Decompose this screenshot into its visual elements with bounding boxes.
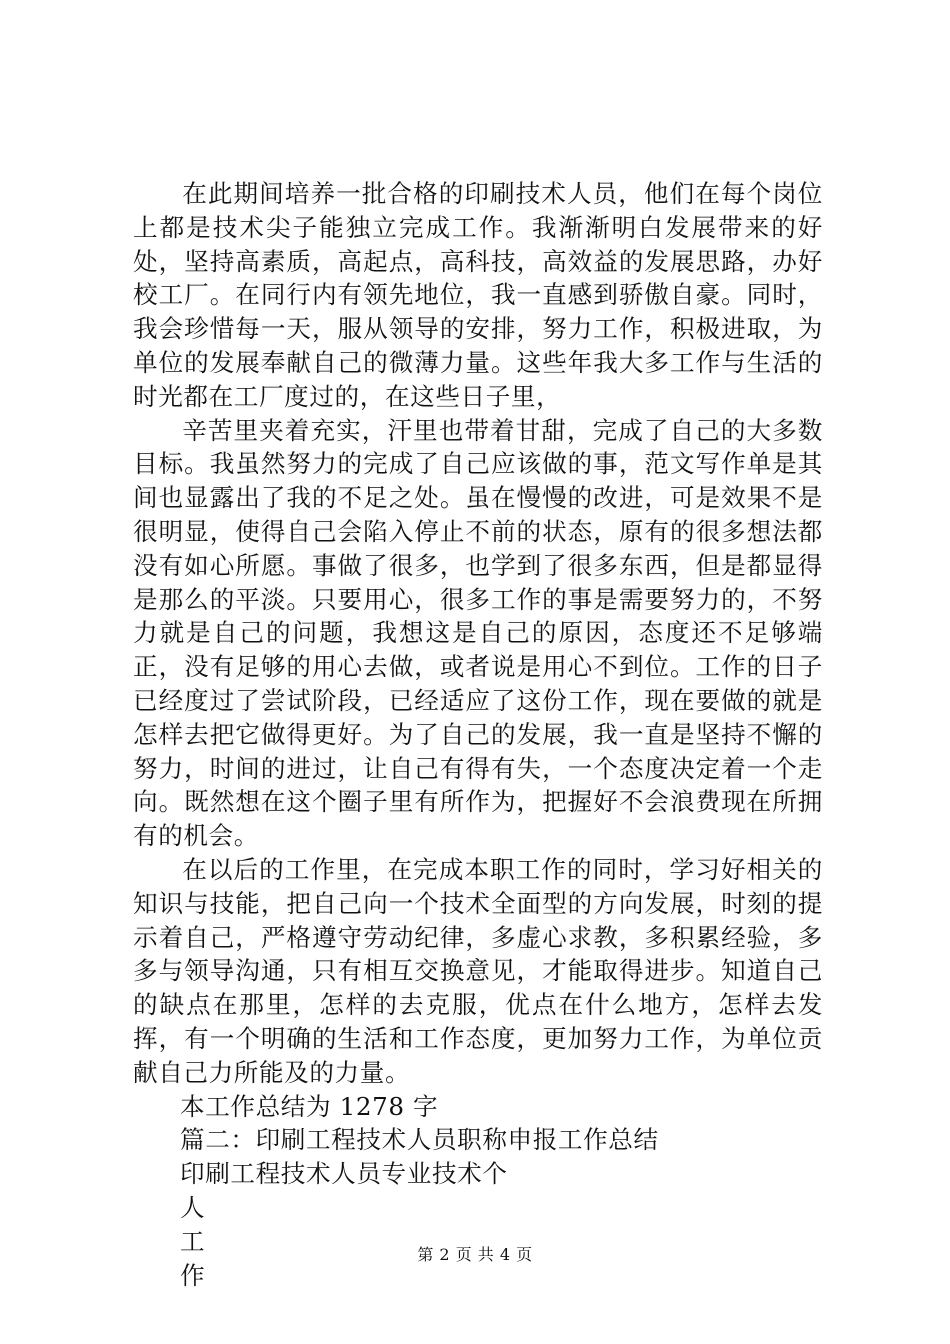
paragraph-3: 在以后的工作里，在完成本职工作的同时，学习好相关的知识与技能，把自己向一个技术全面型的方向发展，时刻的提示着自己，严格遵守劳动纪律，多虚心求教，多积累经验，多多与领导沟通，只有相互交换意见，才能取得进步。知道自己的缺点在那里，怎样的去克服，优点在什么地方，怎样去发挥，有一个明确的生活和工作态度，更加努力工作，为单位贡献自己力所能及的力量。 bbox=[133, 854, 823, 1087]
paragraph-2: 辛苦里夹着充实，汗里也带着甘甜，完成了自己的大多数目标。我虽然努力的完成了自己应该做的事，范文写作单是其间也显露出了我的不足之处。虽在慢慢的改进，可是效果不是很明显，使得自己会陷入停止不前的状态，原有的很多想法都没有如心所愿。事做了很多，也学到了很多东西，但是都显得是那么的平淡。只要用心，很多工作的事是需要努力的，不努力就是自己的问题，我想这是自己的原因，态度还不足够端正，没有足够的用心去做，或者说是用心不到位。工作的日子已经度过了尝试阶段，已经适应了这份工作，现在要做的就是怎样去把它做得更好。为了自己的发展，我一直是坚持不懈的努力，时间的进过，让自己有得有失，一个态度决定着一个走向。既然想在这个圈子里有所作为，把握好不会浪费现在所拥有的机会。 bbox=[133, 415, 823, 851]
title-line: 印刷工程技术人员专业技术个 bbox=[180, 1159, 508, 1189]
page-footer: 第 2 页 共 4 页 bbox=[417, 1245, 533, 1264]
title-char: 工 bbox=[180, 1226, 206, 1256]
document-body bbox=[133, 177, 823, 1292]
title-char: 人 bbox=[180, 1192, 206, 1222]
paragraph-1: 在此期间培养一批合格的印刷技术人员，他们在每个岗位上都是技术尖子能独立完成工作。我渐渐明白发展带来的好处，坚持高素质，高起点，高科技，高效益的发展思路，办好校工厂。在同行内有领先地位，我一直感到骄傲自豪。同时，我会珍惜每一天，服从领导的安排，努力工作，积极进取，为单位的发展奉献自己的微薄力量。这些年我大多工作与生活的时光都在工厂度过的，在这些日子里， bbox=[133, 179, 823, 411]
section-heading: 篇二：印刷工程技术人员职称申报工作总结 bbox=[180, 1125, 659, 1155]
word-count-note: 本工作总结为 1278 字 bbox=[180, 1091, 439, 1121]
title-char: 作 bbox=[180, 1260, 206, 1290]
